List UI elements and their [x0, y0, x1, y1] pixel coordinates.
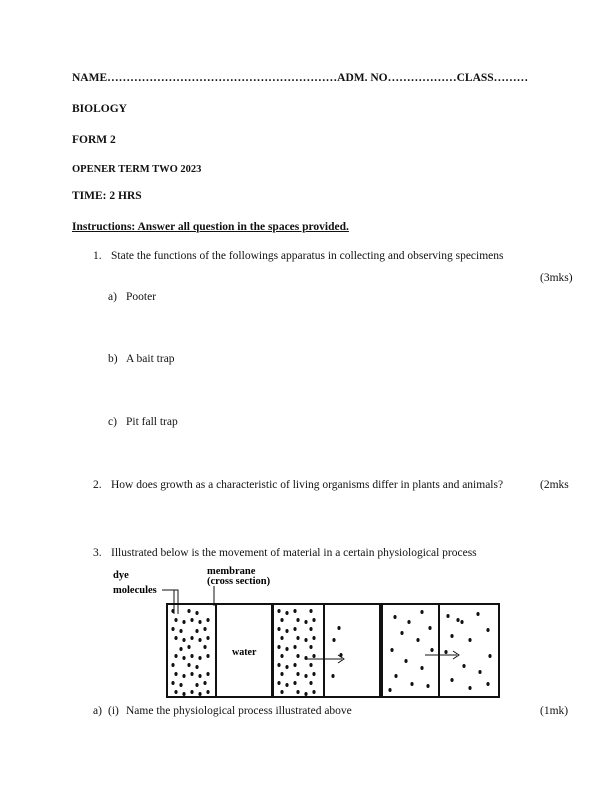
dye-molecule	[174, 654, 177, 658]
label-molecules: molecules	[113, 585, 157, 596]
dye-molecule	[195, 629, 198, 633]
dye-molecule	[182, 638, 185, 642]
dye-molecule	[312, 690, 315, 694]
dye-molecule	[285, 629, 288, 633]
dye-molecule	[476, 612, 479, 616]
dye-molecule	[280, 618, 283, 622]
dye-molecule	[456, 618, 459, 622]
dye-molecule	[187, 645, 190, 649]
dye-molecule	[171, 609, 174, 613]
instructions: Instructions: Answer all question in the spaces provided.	[72, 221, 349, 233]
dye-molecule	[394, 674, 397, 678]
dye-molecule	[388, 688, 391, 692]
molecules-leader-2	[174, 590, 178, 614]
q3a-marks: (1mk)	[540, 705, 569, 717]
dye-molecule	[190, 654, 193, 658]
dye-molecule	[407, 620, 410, 624]
q1c-label: c)	[108, 416, 117, 428]
dye-molecule	[478, 670, 481, 674]
q3-text: Illustrated below is the movement of material in a certain physiological process	[111, 547, 477, 559]
dye-molecule	[293, 681, 296, 685]
q1-text: State the functions of the followings apparatus in collecting and observing specimens	[111, 250, 504, 262]
dye-molecule	[293, 627, 296, 631]
dye-molecule	[296, 690, 299, 694]
dye-molecule	[486, 682, 489, 686]
dye-molecule	[277, 627, 280, 631]
dye-molecule	[486, 628, 489, 632]
form-title: FORM 2	[72, 134, 116, 146]
dye-molecule	[171, 681, 174, 685]
q1c-text: Pit fall trap	[126, 416, 178, 428]
dye-molecule	[203, 681, 206, 685]
dye-molecule	[293, 663, 296, 667]
dye-molecule	[309, 663, 312, 667]
dye-molecule	[426, 684, 429, 688]
label-membrane: membrane	[207, 566, 256, 577]
dye-molecule	[393, 615, 396, 619]
dye-molecule	[195, 683, 198, 687]
dye-molecule	[309, 681, 312, 685]
dye-molecule	[277, 645, 280, 649]
dye-molecule	[293, 609, 296, 613]
dye-molecule	[198, 620, 201, 624]
dye-molecule	[206, 654, 209, 658]
dye-molecule	[280, 672, 283, 676]
dye-molecule	[198, 674, 201, 678]
q3a-sub: (i)	[108, 705, 119, 717]
dye-molecule	[277, 663, 280, 667]
dye-molecule	[312, 672, 315, 676]
dye-molecule	[206, 690, 209, 694]
dye-molecule	[280, 690, 283, 694]
dye-molecule	[420, 666, 423, 670]
dye-molecule	[462, 664, 465, 668]
dye-molecule	[460, 620, 463, 624]
dye-molecule	[195, 665, 198, 669]
dye-molecule	[179, 647, 182, 651]
dye-molecule	[309, 645, 312, 649]
q2-marks: (2mks	[540, 479, 569, 491]
dye-molecule	[198, 692, 201, 696]
dye-molecule	[182, 620, 185, 624]
dye-molecule	[337, 626, 340, 630]
dye-molecule	[296, 672, 299, 676]
dye-molecule	[198, 656, 201, 660]
dye-molecule	[171, 663, 174, 667]
dye-molecule	[410, 682, 413, 686]
dye-molecule	[182, 674, 185, 678]
dye-molecule	[428, 626, 431, 630]
dye-molecule	[203, 645, 206, 649]
dye-molecule	[331, 674, 334, 678]
dye-molecule	[182, 656, 185, 660]
dye-molecule	[304, 674, 307, 678]
dye-molecule	[179, 683, 182, 687]
dye-molecule	[195, 611, 198, 615]
dye-molecule	[400, 631, 403, 635]
dye-molecule	[179, 629, 182, 633]
dye-molecules-1	[171, 609, 209, 696]
dye-molecule	[404, 659, 407, 663]
dye-molecule	[296, 654, 299, 658]
dye-molecule	[416, 638, 419, 642]
dye-molecule	[277, 681, 280, 685]
dye-molecule	[309, 609, 312, 613]
dye-molecule	[488, 654, 491, 658]
dye-molecules-2	[277, 609, 342, 696]
dye-molecule	[304, 692, 307, 696]
dye-molecule	[206, 672, 209, 676]
dye-molecule	[390, 648, 393, 652]
dye-molecule	[174, 690, 177, 694]
dye-molecule	[450, 678, 453, 682]
dye-molecule	[420, 610, 423, 614]
dye-molecule	[309, 627, 312, 631]
dye-molecule	[304, 620, 307, 624]
dye-molecule	[293, 645, 296, 649]
q1-number: 1.	[93, 250, 102, 262]
label-dye: dye	[113, 570, 129, 581]
subject-title: BIOLOGY	[72, 103, 127, 115]
dye-molecule	[277, 609, 280, 613]
dye-molecule	[280, 636, 283, 640]
dye-molecule	[468, 686, 471, 690]
q3-number: 3.	[93, 547, 102, 559]
dye-molecule	[206, 636, 209, 640]
label-cross-section: (cross section)	[207, 576, 271, 587]
dye-molecule	[174, 636, 177, 640]
dye-molecule	[285, 647, 288, 651]
label-water: water	[232, 647, 257, 658]
dye-molecule	[332, 638, 335, 642]
dye-molecule	[187, 609, 190, 613]
dye-molecule	[430, 648, 433, 652]
q3a-label: a)	[93, 705, 102, 717]
dye-molecule	[206, 618, 209, 622]
dye-molecule	[190, 636, 193, 640]
dye-molecule	[296, 618, 299, 622]
dye-molecule	[280, 654, 283, 658]
dye-molecule	[468, 638, 471, 642]
dye-molecule	[285, 683, 288, 687]
dye-molecule	[171, 627, 174, 631]
name-adm-class-line: NAME……………………………………………………ADM. NO………………CLASS………	[72, 72, 529, 84]
dye-molecule	[446, 614, 449, 618]
q1-marks: (3mks)	[540, 272, 573, 284]
dye-molecule	[174, 618, 177, 622]
dye-molecule	[203, 627, 206, 631]
container-2	[273, 604, 380, 697]
dye-molecule	[190, 672, 193, 676]
q1b-text: A bait trap	[126, 353, 175, 365]
dye-molecule	[182, 692, 185, 696]
dye-molecule	[312, 618, 315, 622]
dye-molecule	[187, 663, 190, 667]
dye-molecule	[304, 638, 307, 642]
q2-text: How does growth as a characteristic of living organisms differ in plants and animals?	[111, 479, 504, 491]
dye-molecule	[285, 611, 288, 615]
time-allowed: TIME: 2 HRS	[72, 190, 142, 202]
exam-title: OPENER TERM TWO 2023	[72, 164, 202, 175]
q3a-text: Name the physiological process illustrated above	[126, 705, 352, 717]
q2-number: 2.	[93, 479, 102, 491]
dye-molecule	[450, 634, 453, 638]
q1a-label: a)	[108, 291, 117, 303]
dye-molecule	[312, 636, 315, 640]
container-3	[382, 604, 499, 697]
dye-molecule	[296, 636, 299, 640]
dye-molecule	[312, 654, 315, 658]
dye-molecule	[190, 618, 193, 622]
dye-molecule	[198, 638, 201, 642]
q1b-label: b)	[108, 353, 118, 365]
dye-molecule	[444, 650, 447, 654]
dye-molecule	[285, 665, 288, 669]
q1a-text: Pooter	[126, 291, 157, 303]
dye-molecule	[174, 672, 177, 676]
dye-molecule	[190, 690, 193, 694]
